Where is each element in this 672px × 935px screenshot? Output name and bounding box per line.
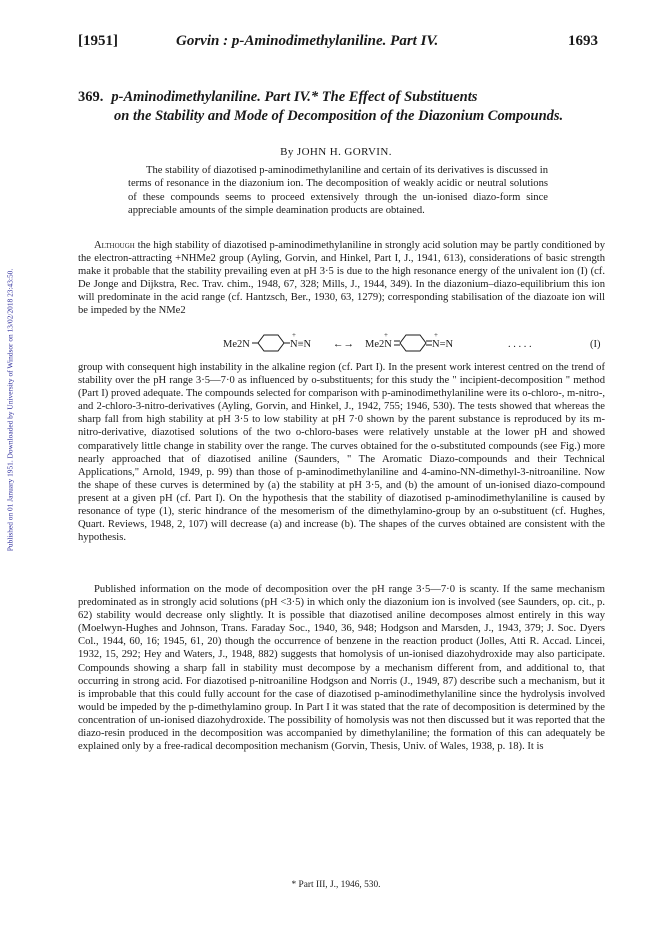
running-head-year: [1951] xyxy=(78,33,118,49)
equation-leader-dots: . . . . . xyxy=(508,339,532,350)
right-end-plus-sign: + xyxy=(434,331,438,339)
right-plus-sign: + xyxy=(384,331,388,339)
article-title-line2: on the Stability and Mode of Decomposition of the Diazonium Compounds. xyxy=(114,107,564,124)
equation-label: (I) xyxy=(590,339,601,350)
download-notice-text: Published on 01 January 1951. Downloaded by University of Windsor on 13/02/2018 23:43:50. xyxy=(5,268,15,552)
resonance-arrow: ←→ xyxy=(333,339,354,350)
article-title xyxy=(78,88,606,125)
right-dimethylamino-label: Me2N xyxy=(365,339,392,350)
resonance-equation xyxy=(78,330,605,356)
resonance-structure-figure xyxy=(78,330,605,356)
running-head xyxy=(78,33,598,53)
abstract: The stability of diazotised p-aminodimethylaniline and certain of its derivatives is discussed in terms of resonance in the diazonium ion. The decomposition of weakly acidic or neutral solutions of these compounds seems to proceed extensively through the un-ionised diazo-form since appreciable amounts of the simple deamination products are obtained. xyxy=(128,165,548,216)
footnote: * Part III, J., 1946, 530. xyxy=(291,880,381,890)
article-title-line1: p-Aminodimethylaniline. Part IV.* The Effect of Substituents xyxy=(111,89,478,105)
paragraph-1-lead: Although xyxy=(94,240,135,251)
right-diazo-group: N=N xyxy=(432,339,454,350)
article-number: 369. xyxy=(78,89,104,105)
running-head-title: Gorvin : p-Aminodimethylaniline. Part IV. xyxy=(176,33,439,49)
right-quinonoid-ring xyxy=(400,335,426,351)
paragraph-3: Published information on the mode of decomposition over the pH range 3·5—7·0 is scanty. If the same mechanism predominated as in strongly acid solutions (pH <3·5) in which only the diazonium ion is involved (see Saunders, op. cit., p. 62) stability would decrease only slightly. It is possible that diazotised aniline decomposes almost entirely in this way (Moelwyn-Hughes and Johnson, Trans. Faraday Soc., 1940, 36, 948; Hodgson and Marsden, J., 1943, 379; J. Soc. Dyers Col., 1944, 60, 16; 1945, 61, 20) though the occurrence of benzene in the reaction product (Jolles, Atti R. Accad. Lincei, 1932, 15, 292; Hey and Waters, J., 1948, 882) suggests that homolysis of un-ionised diazohydroxide may also participate. Compounds showing a sharp fall in stability must decompose by a mechanism different from, and additional to, that occurring in strong acid. For diazotised p-nitroaniline Hodgson and Norris (J., 1949, 87) describe such a mechanism, but it is improbable that this could fully account for the case of diazotised p-aminodimethylaniline since the hydrolysis involved would be impeded by the p-dimethylamino group. In Part I it was stated that the rate of decomposition is determined by the concentration of un-ionised diazohydroxide. The possibility of homolysis was not then discussed but it was reported that the diazo-resin produced in the decomposition was accompanied by dimethylaniline; the formation of this can adequately be explained only by a free-radical decomposition mechanism (Gorvin, Thesis, Univ. of Wales, 1938, p. 18). It is xyxy=(78,584,605,753)
paragraph-1 xyxy=(78,239,605,318)
left-diazonium-group: N≡N xyxy=(290,339,312,350)
left-plus-sign: + xyxy=(292,331,296,339)
left-benzene-ring xyxy=(258,335,284,351)
page-number: 1693 xyxy=(568,33,598,49)
download-notice xyxy=(3,150,17,670)
article-author: By JOHN H. GORVIN. xyxy=(280,146,392,158)
left-dimethylamino-label: Me2N xyxy=(223,339,250,350)
paragraph-2: group with consequent high instability in the alkaline region (cf. Part I). In the present work interest centred on the trend of stability over the pH range 3·5—7·0 as influenced by o-substituents; for this study the " incipient-decomposition " method (Part I) proved adequate. The compounds selected for comparison with p-aminodimethylaniline were its o-chloro-, m-nitro-, and 2-chloro-3-nitro-derivatives (Ayling, Gorvin, and Hinkel, J., 1942, 755; 1946, 530). The tests showed that whereas the sharp fall from high stability at pH 3·5 to low stability at pH 7·0 shown by the parent substance is reproduced by its m-nitro-derivative, diazotised solutions of the two o-chloro-bases were relatively unstable at the lower pH and showed comparatively little change in stability over the range. The curves obtained for the o-substituted compounds (see Fig.) more nearly approached that of diazotised aniline (Saunders, " The Aromatic Diazo-compounds and their Technical Applications," Arnold, 1949, p. 99) than those of p-aminodimethylaniline and 4-amino-NN-dimethyl-3-nitroaniline. Now the shape of these curves is determined by (a) the stability at pH 3·5, and (b) the amount of un-ionised diazo-compound present at a given pH (cf. Part I). On the hypothesis that the stability of diazotised p-aminodimethylaniline is caused by resonance of type (1), steric hindrance of the mesomerism of the dimethylamino-group by an o-substituent (cf. Hughes, Quart. Reviews, 1948, 2, 107) will decrease (a) and increase (b). The shapes of the curves obtained are consistent with the hypothesis. xyxy=(78,362,605,544)
paragraph-1-text: the high stability of diazotised p-aminodimethylaniline in strongly acid solution may be partly conditioned by the electron-attracting +NHMe2 group (Ayling, Gorvin, and Hinkel, Part I, J., 1941, 613), considerations of basic strength make it probable that the stability prevailing even at pH 3·5 is due to the high resonance energy of the univalent ion (I) (cf. De Jonge and Dijkstra, Rec. Trav. chim., 1948, 67, 328; Mills, J., 1944, 349). In the diazonium–diazo-equilibrium this ion will predominate in the acid range (cf. Hantzsch, Ber., 1930, 63, 1279); corresponding stabilisation of the diazoate ion will be impeded by the NMe2 xyxy=(78,240,605,317)
